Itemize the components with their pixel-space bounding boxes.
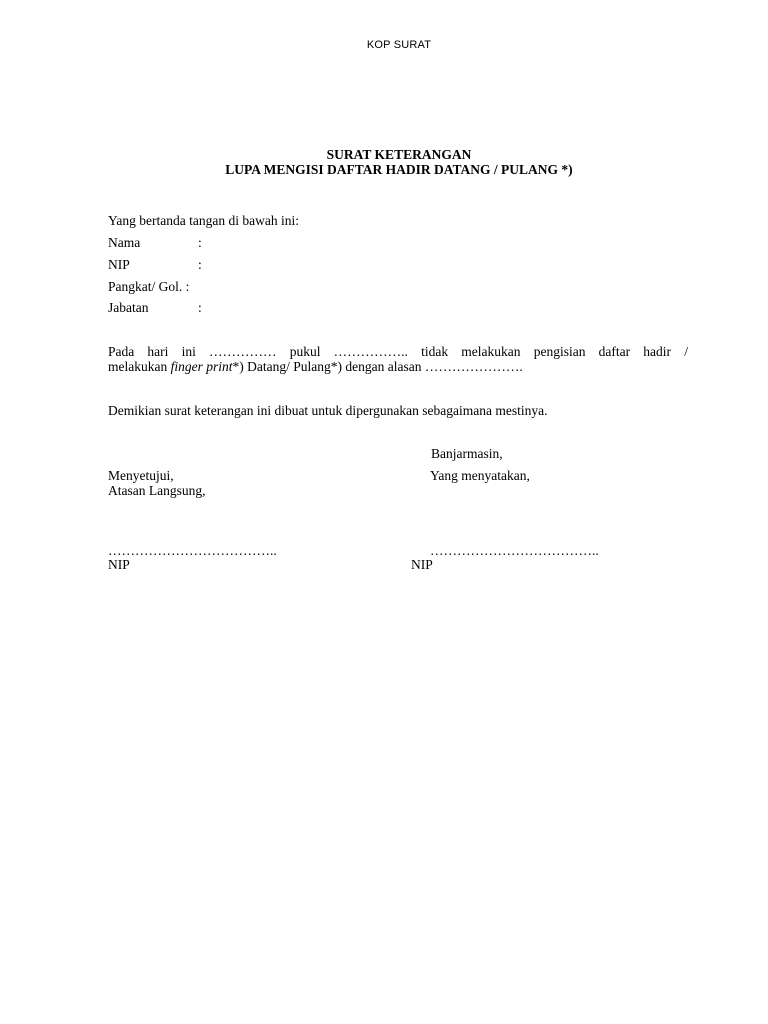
- field-separator: :: [198, 300, 202, 315]
- field-label-jabatan: Jabatan: [108, 300, 149, 315]
- statement-line-2-suffix: *) Datang/ Pulang*) dengan alasan ………………….: [232, 359, 523, 374]
- approver-role: Menyetujui,: [108, 468, 174, 483]
- field-jabatan: [108, 300, 202, 316]
- declarant-nip: NIP: [411, 557, 433, 572]
- field-label-nip: NIP: [108, 257, 130, 272]
- intro-text: Yang bertanda tangan di bawah ini:: [108, 213, 299, 228]
- statement-italic-term: finger print: [170, 359, 233, 374]
- declarant-role: Yang menyatakan,: [430, 468, 530, 483]
- title-line-1: SURAT KETERANGAN: [326, 147, 472, 162]
- approver-signature-line: ………………………………..: [108, 543, 277, 558]
- signature-place: Banjarmasin,: [431, 446, 503, 461]
- statement-paragraph: [108, 344, 688, 374]
- field-separator: :: [198, 257, 202, 272]
- statement-line-1: Pada hari ini …………… pukul …………….. tidak melakukan pengisian daftar hadir /: [108, 344, 688, 359]
- field-nip: [108, 257, 202, 273]
- letterhead-placeholder: KOP SURAT: [366, 39, 432, 51]
- field-label-nama: Nama: [108, 235, 141, 250]
- field-pangkat: [108, 279, 189, 295]
- field-nama: [108, 235, 202, 251]
- statement-line-2: [108, 359, 688, 374]
- field-label-pangkat: Pangkat/ Gol.: [108, 279, 183, 294]
- title-line-2: LUPA MENGISI DAFTAR HADIR DATANG / PULANG *): [225, 162, 573, 177]
- declarant-signature-line: ………………………………..: [430, 543, 599, 558]
- closing-sentence: Demikian surat keterangan ini dibuat untuk dipergunakan sebagaimana mestinya.: [108, 403, 548, 418]
- approver-nip: NIP: [108, 557, 130, 572]
- field-separator: :: [182, 279, 190, 294]
- field-separator: :: [198, 235, 202, 250]
- statement-line-2-prefix: melakukan: [108, 359, 171, 374]
- document-title: [0, 147, 768, 177]
- approver-title: Atasan Langsung,: [108, 483, 206, 498]
